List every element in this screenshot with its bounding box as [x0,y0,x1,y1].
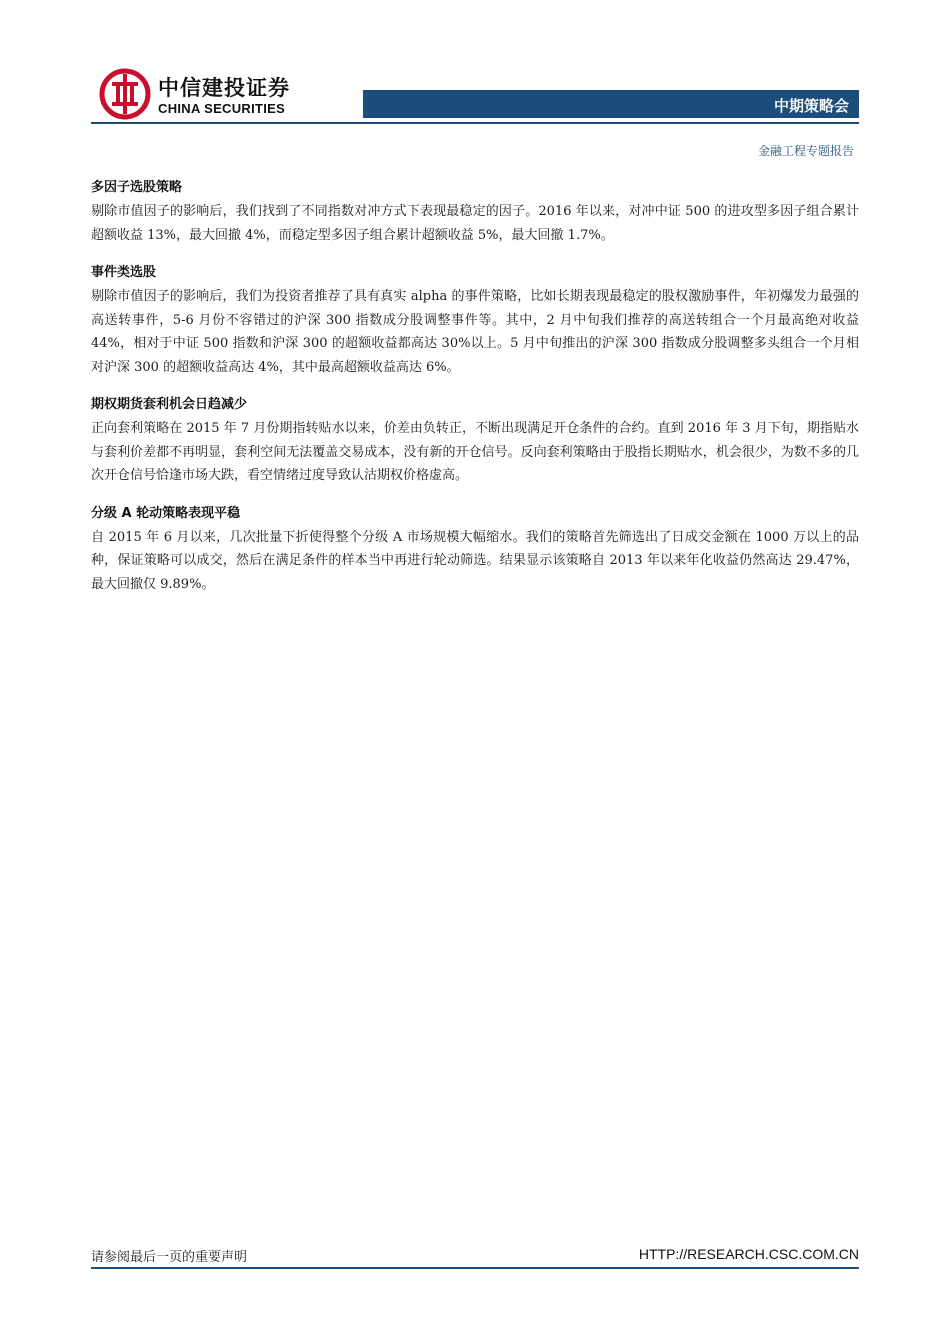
section-body: 剔除市值因子的影响后，我们为投资者推荐了具有真实 alpha 的事件策略，比如长期表现最稳定的股权激励事件，年初爆发力最强的高送转事件，5-6 月份不容错过的沪深 300 指数成分股调整事件等。其中，2 月中旬我们推荐的高送转组合一个月最高绝对收益 44%，相对于中证 500 指数和沪深 300 的超额收益都高达 30%以上。5 月中旬推出的沪深 300 指数成分股调整多头组合一个月相对沪深 300 的超额收益高达 4%，其中最高超额收益高达 6%。 [91,289,859,375]
header-divider [91,122,859,124]
section-body: 正向套利策略在 2015 年 7 月份期指转贴水以来，价差由负转正，不断出现满足开仓条件的合约。直到 2016 年 3 月下旬，期指贴水与套利价差都不再明显，套利空间无法覆盖交易成本，没有新的开仓信号。反向套利策略由于股指长期贴水，机会很少，为数不多的几次开仓信号恰逢市场大跌，看空情绪过度导致认沽期权价格虚高。 [91,421,859,483]
report-type: 金融工程专题报告 [757,144,854,158]
header-band-label: 中期策略会 [773,97,849,115]
section-body: 剔除市值因子的影响后，我们找到了不同指数对冲方式下表现最稳定的因子。2016 年以来，对冲中证 500 的进攻型多因子组合累计超额收益 13%，最大回撤 4%，而稳定型多因子组合累计超额收益 5%，最大回撤 1.7%。 [91,204,859,243]
section-title: 事件类选股 [91,265,157,280]
section-title: 分级 A 轮动策略表现平稳 [91,505,241,521]
china-securities-logo-icon [99,68,151,120]
report-content [91,178,859,612]
footer-divider [91,1267,859,1269]
section-arbitrage [91,395,859,488]
brand-name-cn: 中信建投证券 [158,76,290,100]
section-title: 期权期货套利机会日趋减少 [91,397,248,412]
brand-name-en: CHINA SECURITIES [158,101,286,116]
section-title: 多因子选股策略 [91,180,183,195]
section-graded-fund [91,504,859,597]
section-body: 自 2015 年 6 月以来，几次批量下折使得整个分级 A 市场规模大幅缩水。我们的策略首先筛选出了日成交金额在 1000 万以上的品种，保证策略可以成交，然后在满足条件的样本当中再进行轮动筛选。结果显示该策略自 2013 年以来年化收益仍然高达 29.47%，最大回撤仅 9.89%。 [91,529,859,592]
footer-disclaimer: 请参阅最后一页的重要声明 [91,1250,248,1265]
section-event-driven [91,263,859,379]
section-multifactor [91,178,859,247]
footer-url-link[interactable]: HTTP://RESEARCH.CSC.COM.CN [638,1246,859,1262]
header-band [363,90,859,118]
